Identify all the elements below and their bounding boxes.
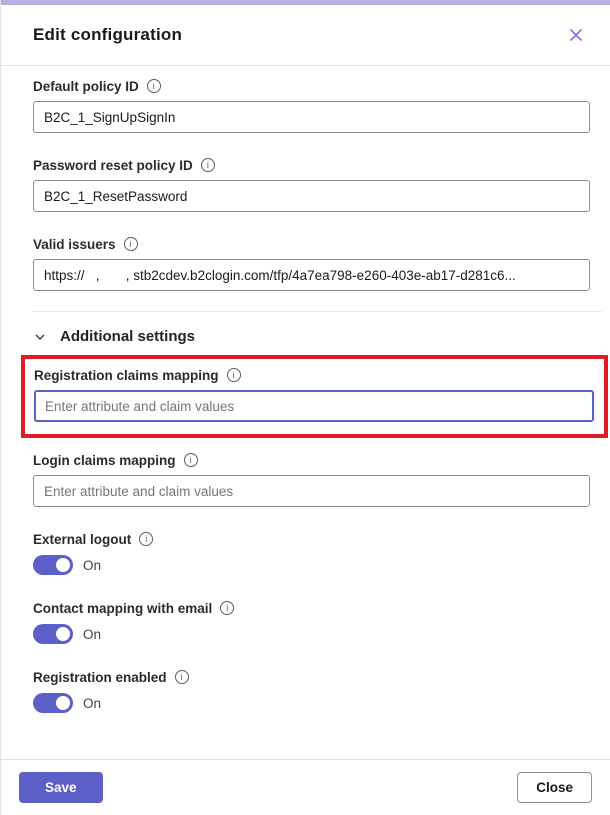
field-label: Registration enabled	[33, 669, 167, 685]
field-label: Contact mapping with email	[33, 600, 213, 616]
default-policy-id-input[interactable]	[33, 101, 590, 133]
toggle-group-contact-mapping	[33, 600, 590, 644]
additional-settings-header[interactable]	[33, 328, 590, 345]
panel-footer	[1, 759, 610, 815]
toggle-group-external-logout	[33, 531, 590, 575]
toggle-state-label: On	[83, 557, 102, 573]
field-registration-claims-mapping	[34, 367, 594, 422]
toggle-group-registration-enabled	[33, 669, 590, 713]
close-footer-button[interactable]: Close	[517, 772, 592, 803]
save-button[interactable]: Save	[19, 772, 103, 803]
label-row	[33, 236, 590, 252]
toggle-row	[33, 555, 590, 575]
info-icon[interactable]	[201, 158, 215, 172]
info-icon[interactable]	[124, 237, 138, 251]
label-row	[33, 78, 590, 94]
label-row	[33, 669, 590, 685]
toggle-state-label: On	[83, 626, 102, 642]
chevron-down-icon	[33, 330, 47, 344]
field-label: Login claims mapping	[33, 452, 176, 468]
info-icon[interactable]	[220, 601, 234, 615]
registration-enabled-toggle[interactable]	[33, 693, 73, 713]
contact-mapping-toggle[interactable]	[33, 624, 73, 644]
panel-body	[1, 66, 610, 759]
label-row	[33, 600, 590, 616]
toggle-state-label: On	[83, 695, 102, 711]
toggle-row	[33, 624, 590, 644]
annotation-highlight-rectangle	[21, 355, 608, 438]
section-title: Additional settings	[60, 328, 195, 345]
panel-header	[1, 5, 610, 66]
info-icon[interactable]	[139, 532, 153, 546]
section-divider	[33, 311, 602, 312]
registration-claims-mapping-input[interactable]	[34, 390, 594, 422]
info-icon[interactable]	[227, 368, 241, 382]
label-row	[33, 531, 590, 547]
field-label: Default policy ID	[33, 78, 139, 94]
label-row	[33, 452, 590, 468]
info-icon[interactable]	[147, 79, 161, 93]
page-title: Edit configuration	[33, 25, 183, 44]
password-reset-policy-id-input[interactable]	[33, 180, 590, 212]
toggle-knob	[56, 558, 70, 572]
field-login-claims-mapping	[33, 452, 590, 507]
field-label: Registration claims mapping	[34, 367, 219, 383]
label-row	[34, 367, 594, 383]
toggle-knob	[56, 696, 70, 710]
field-label: External logout	[33, 531, 132, 547]
close-button[interactable]	[564, 23, 588, 47]
info-icon[interactable]	[184, 453, 198, 467]
login-claims-mapping-input[interactable]	[33, 475, 590, 507]
external-logout-toggle[interactable]	[33, 555, 73, 575]
toggle-knob	[56, 627, 70, 641]
field-label: Password reset policy ID	[33, 157, 193, 173]
close-icon	[568, 31, 584, 46]
info-icon[interactable]	[175, 670, 189, 684]
valid-issuers-input[interactable]	[33, 259, 590, 291]
field-label: Valid issuers	[33, 236, 116, 252]
field-default-policy-id	[33, 78, 590, 133]
field-password-reset-policy-id	[33, 157, 590, 212]
toggle-row	[33, 693, 590, 713]
label-row	[33, 157, 590, 173]
field-valid-issuers	[33, 236, 590, 291]
